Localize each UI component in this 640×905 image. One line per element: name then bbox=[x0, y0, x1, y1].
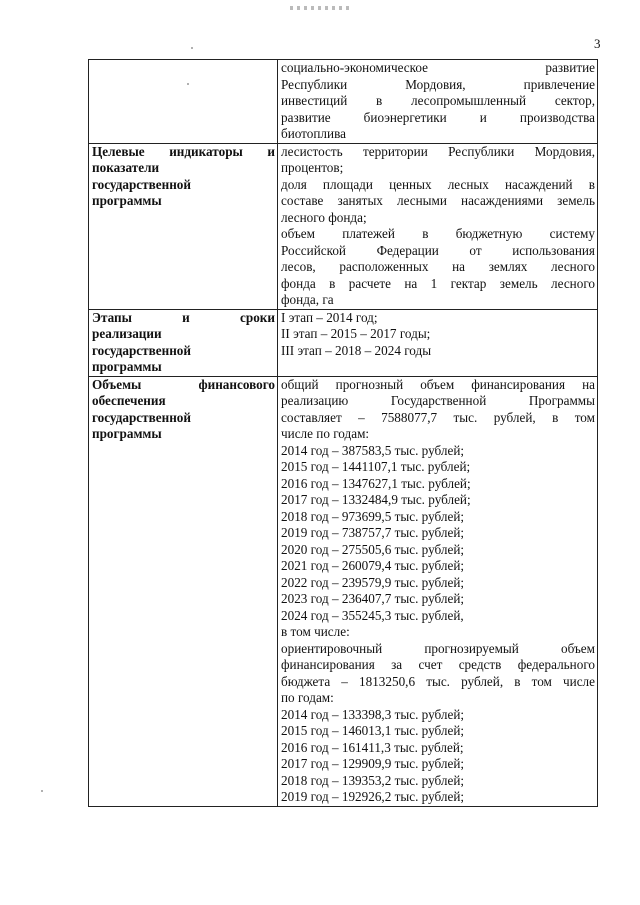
value-line: 2018 год – 139353,2 тыс. рублей; bbox=[281, 772, 465, 788]
row-label-line: обеспечения bbox=[92, 393, 166, 408]
value-line: 2015 год – 146013,1 тыс. рублей; bbox=[281, 723, 465, 738]
row-label-line: государственной bbox=[92, 342, 191, 358]
row-label-line: Этапы и сроки bbox=[92, 309, 275, 325]
value-line: 2017 год – 129909,9 тыс. рублей; bbox=[281, 756, 465, 771]
row-label-cell bbox=[89, 143, 278, 309]
value-line: II этап – 2015 – 2017 годы; bbox=[281, 326, 431, 341]
row-label-line: программы bbox=[92, 193, 162, 208]
value-line: 2017 год – 1332484,9 тыс. рублей; bbox=[281, 492, 471, 507]
value-line: ориентировочный прогнозируемый объем bbox=[281, 640, 595, 656]
value-line: 2018 год – 973699,5 тыс. рублей; bbox=[281, 508, 465, 524]
value-line: социально-экономическое развитие bbox=[281, 60, 595, 75]
scan-speck bbox=[191, 47, 193, 49]
row-label-line: программы bbox=[92, 426, 162, 441]
row-value-cell bbox=[278, 60, 598, 144]
scan-artifact bbox=[290, 6, 350, 10]
value-line: 2022 год – 239579,9 тыс. рублей; bbox=[281, 574, 465, 590]
value-line: 2019 год – 192926,2 тыс. рублей; bbox=[281, 789, 465, 804]
value-line: процентов; bbox=[281, 160, 344, 175]
value-line: 2015 год – 1441107,1 тыс. рублей; bbox=[281, 459, 471, 474]
table-row bbox=[89, 60, 598, 144]
row-value-cell bbox=[278, 143, 598, 309]
row-value-cell bbox=[278, 309, 598, 376]
row-label-line: государственной bbox=[92, 409, 191, 425]
row-label-cell bbox=[89, 376, 278, 806]
row-label-line: государственной bbox=[92, 176, 191, 192]
value-line: реализацию Государственной Программы bbox=[281, 393, 595, 408]
value-line: Республики Мордовия, привлечение bbox=[281, 76, 595, 92]
row-label-line: реализации bbox=[92, 326, 162, 341]
value-line: лесного фонда; bbox=[281, 209, 367, 225]
value-line: фонда, га bbox=[281, 292, 334, 307]
row-label-line: Целевые индикаторы и bbox=[92, 143, 275, 159]
row-label-line: Объемы финансового bbox=[92, 376, 275, 392]
row-label-line: программы bbox=[92, 359, 162, 374]
table-row bbox=[89, 143, 598, 309]
value-line: по годам: bbox=[281, 690, 334, 705]
value-line: 2016 год – 1347627,1 тыс. рублей; bbox=[281, 475, 471, 491]
value-line: в том числе: bbox=[281, 624, 350, 639]
value-line: числе по годам: bbox=[281, 426, 370, 441]
value-line: фонда в расчете на 1 гектар земель лесного bbox=[281, 275, 595, 291]
value-line: инвестиций в лесопромышленный сектор, bbox=[281, 93, 595, 108]
value-line: III этап – 2018 – 2024 годы bbox=[281, 342, 432, 358]
value-line: развитие биоэнергетики и производства bbox=[281, 109, 595, 125]
value-line: Российской Федерации от использования bbox=[281, 242, 595, 258]
row-label-line: показатели bbox=[92, 160, 160, 175]
value-line: лесистость территории Республики Мордовия, bbox=[281, 143, 595, 159]
value-line: 2014 год – 387583,5 тыс. рублей; bbox=[281, 442, 465, 458]
value-line: 2023 год – 236407,7 тыс. рублей; bbox=[281, 591, 465, 606]
value-line: 2024 год – 355245,3 тыс. рублей, bbox=[281, 607, 464, 623]
value-line: составляет – 7588077,7 тыс. рублей, в том bbox=[281, 409, 595, 425]
value-line: доля площади ценных лесных насаждений в bbox=[281, 176, 595, 192]
value-line: объем платежей в бюджетную систему bbox=[281, 226, 595, 241]
value-line: 2021 год – 260079,4 тыс. рублей; bbox=[281, 558, 465, 573]
value-line: бюджета – 1813250,6 тыс. рублей, в том числе bbox=[281, 673, 595, 689]
value-line: I этап – 2014 год; bbox=[281, 309, 378, 325]
value-line: лесов, расположенных на землях лесного bbox=[281, 259, 595, 274]
value-line: 2014 год – 133398,3 тыс. рублей; bbox=[281, 706, 465, 722]
value-line: 2019 год – 738757,7 тыс. рублей; bbox=[281, 525, 465, 540]
value-line: составе занятых лесными насаждениями земель bbox=[281, 193, 595, 208]
row-label-cell bbox=[89, 60, 278, 144]
program-passport-table bbox=[88, 59, 598, 807]
table-row bbox=[89, 309, 598, 376]
row-label-cell bbox=[89, 309, 278, 376]
page-number: 3 bbox=[594, 36, 601, 51]
value-line: финансирования за счет средств федерального bbox=[281, 657, 595, 672]
table-row bbox=[89, 376, 598, 806]
value-line: биотоплива bbox=[281, 126, 346, 141]
value-line: 2020 год – 275505,6 тыс. рублей; bbox=[281, 541, 465, 557]
scan-speck bbox=[41, 790, 43, 792]
row-value-cell bbox=[278, 376, 598, 806]
value-line: общий прогнозный объем финансирования на bbox=[281, 376, 595, 392]
value-line: 2016 год – 161411,3 тыс. рублей; bbox=[281, 739, 464, 755]
